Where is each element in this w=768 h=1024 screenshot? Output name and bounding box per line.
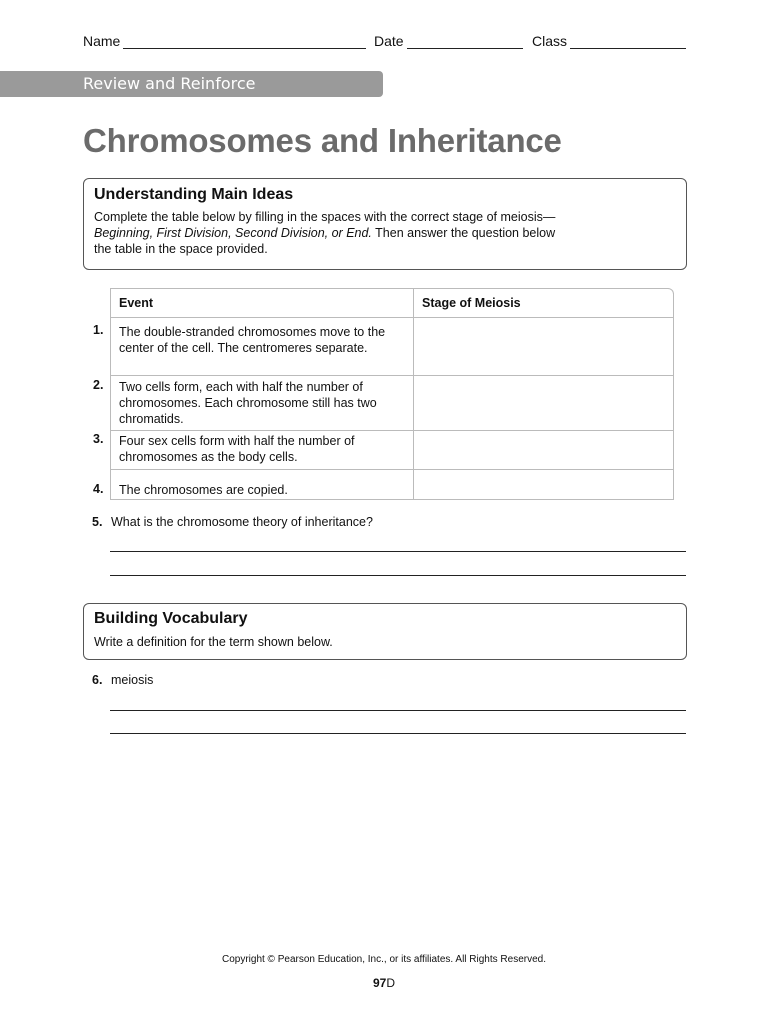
row-number-2: 2. bbox=[93, 378, 104, 392]
row-number-1: 1. bbox=[93, 323, 104, 337]
name-field[interactable] bbox=[123, 48, 366, 49]
main-ideas-heading: Understanding Main Ideas bbox=[94, 186, 294, 203]
row-number-4: 4. bbox=[93, 482, 104, 496]
answer-line-6a[interactable] bbox=[110, 710, 686, 711]
answer-line-5a[interactable] bbox=[110, 551, 686, 552]
table-header-row bbox=[110, 288, 674, 318]
column-header-event: Event bbox=[110, 288, 414, 318]
question-number-5: 5. bbox=[92, 515, 103, 529]
main-ideas-box bbox=[83, 178, 687, 270]
page-title: Chromosomes and Inheritance bbox=[83, 122, 562, 159]
question-number-6: 6. bbox=[92, 673, 103, 687]
table-row bbox=[110, 431, 674, 470]
row-number-3: 3. bbox=[93, 432, 104, 446]
name-label: Name bbox=[83, 33, 121, 49]
page-number-suffix: D bbox=[386, 976, 396, 990]
table-row bbox=[110, 318, 674, 376]
meiosis-table bbox=[110, 288, 674, 500]
page-number bbox=[0, 976, 768, 990]
table-row bbox=[110, 470, 674, 500]
instructions-text-2: Then answer the question below the table in the space provided. bbox=[94, 226, 556, 256]
question-5-text: What is the chromosome theory of inheritance? bbox=[111, 515, 373, 529]
stage-answer-cell[interactable] bbox=[414, 376, 674, 431]
answer-line-6b[interactable] bbox=[110, 733, 686, 734]
class-field[interactable] bbox=[570, 48, 686, 49]
stage-answer-cell[interactable] bbox=[414, 431, 674, 470]
instructions-stages: Beginning, First Division, Second Division, or End. bbox=[94, 226, 372, 240]
page-number-main: 97 bbox=[372, 976, 387, 990]
main-ideas-instructions bbox=[94, 209, 564, 257]
copyright-notice: Copyright © Pearson Education, Inc., or its affiliates. All Rights Reserved. bbox=[221, 954, 546, 965]
table-row bbox=[110, 376, 674, 431]
event-cell: Two cells form, each with half the number of chromosomes. Each chromosome still has two chromatids. bbox=[110, 376, 414, 431]
question-6-term: meiosis bbox=[111, 673, 154, 687]
section-banner bbox=[0, 71, 383, 97]
stage-answer-cell[interactable] bbox=[414, 318, 674, 376]
class-label: Class bbox=[532, 33, 568, 49]
vocabulary-heading: Building Vocabulary bbox=[94, 610, 248, 627]
banner-label: Review and Reinforce bbox=[83, 74, 256, 93]
answer-line-5b[interactable] bbox=[110, 575, 686, 576]
event-cell: The chromosomes are copied. bbox=[110, 470, 414, 500]
vocabulary-instructions: Write a definition for the term shown below. bbox=[94, 635, 333, 649]
event-cell: Four sex cells form with half the number of chromosomes as the body cells. bbox=[110, 431, 414, 470]
instructions-text-1: Complete the table below by filling in the spaces with the correct stage of meiosis— bbox=[94, 210, 556, 224]
stage-answer-cell[interactable] bbox=[414, 470, 674, 500]
column-header-stage: Stage of Meiosis bbox=[414, 288, 674, 318]
event-cell: The double-stranded chromosomes move to the center of the cell. The centromeres separate. bbox=[110, 318, 414, 376]
date-label: Date bbox=[374, 33, 404, 49]
vocabulary-box bbox=[83, 603, 687, 660]
date-field[interactable] bbox=[407, 48, 523, 49]
